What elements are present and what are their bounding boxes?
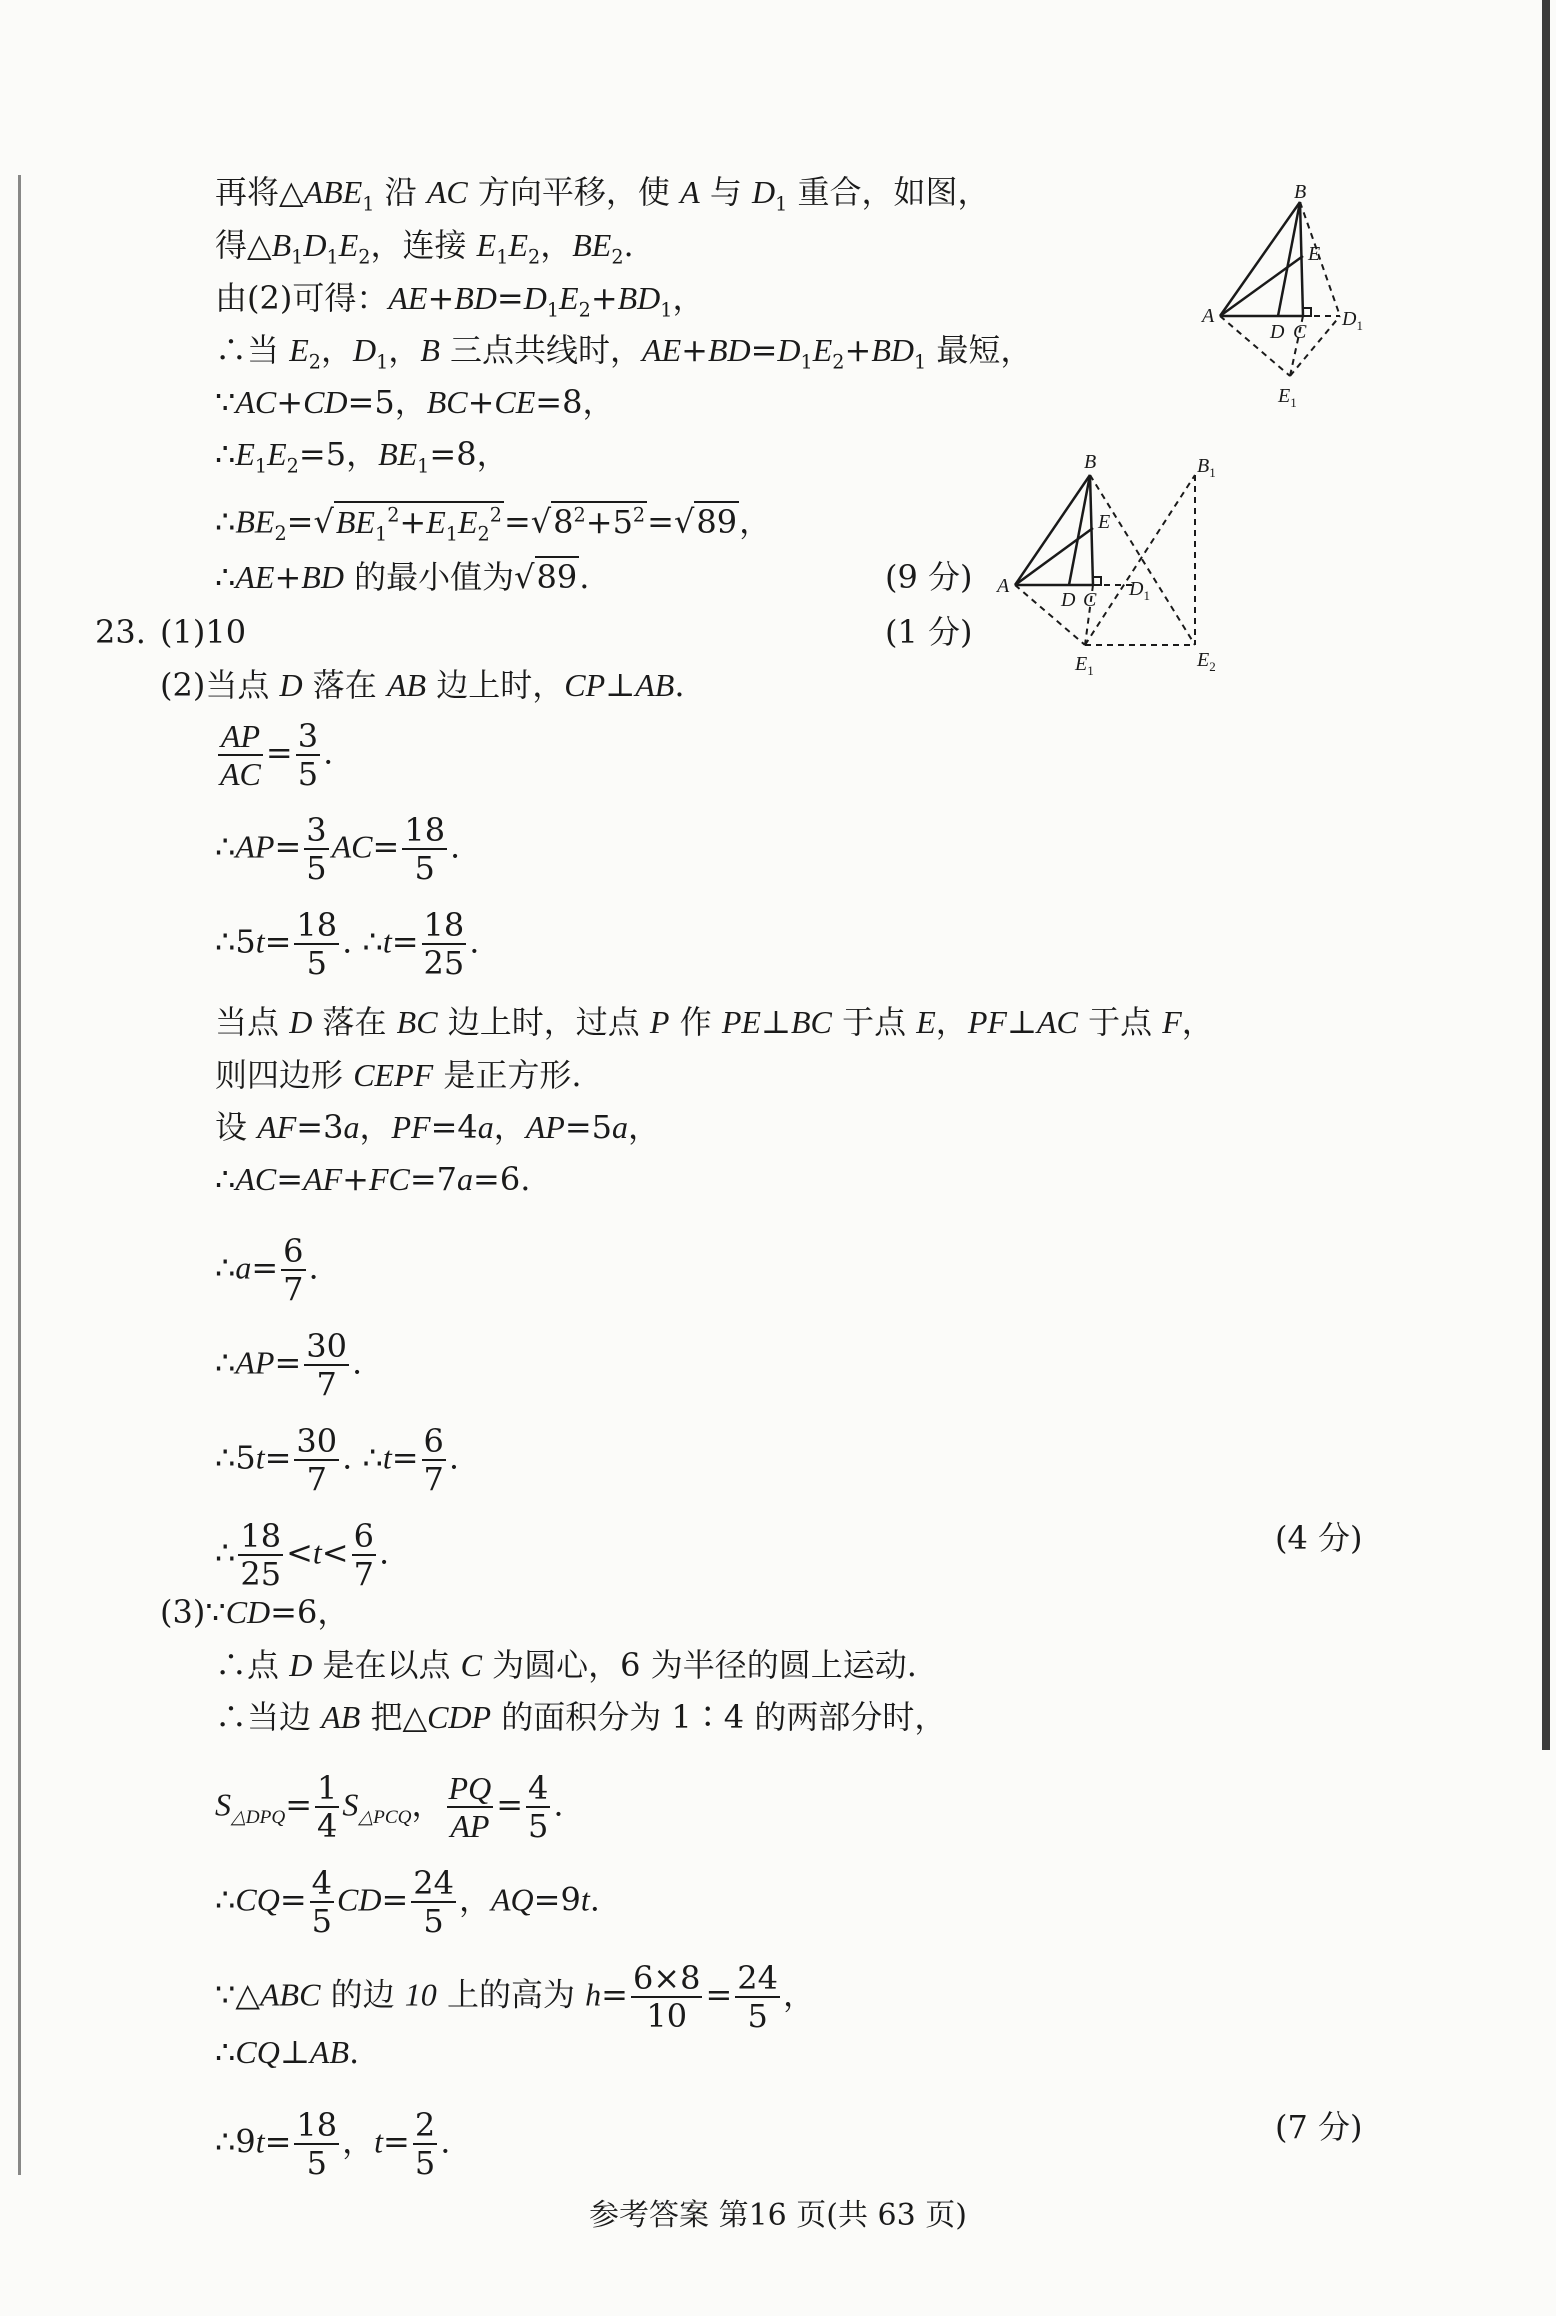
q23-part3-score: (7 分) xyxy=(1275,2108,1363,2146)
fig1-label-D: D xyxy=(1270,321,1285,343)
q23-part2-score: (4 分) xyxy=(1275,1519,1363,1557)
fig1-label-E1: $E_1$ xyxy=(1278,385,1297,410)
q23-part2-eq-3: ∴5t= $\frac{18}{5}$ . ∴t= $\frac{18}{25}$ . xyxy=(215,906,480,982)
q23-part2-line-2: 当点 D 落在 BC 边上时，过点 P 作 PE⊥BC 于点 E，PF⊥AC 于点 F， xyxy=(215,1003,1214,1041)
page-edge-right xyxy=(1542,0,1550,1750)
fig2-dash-BE2 xyxy=(1090,475,1195,645)
q23-part3-line-4: ∴CQ⊥AB. xyxy=(215,2033,360,2071)
q23-part2-line-5: ∴AC=AF+FC=7a=6. xyxy=(215,1160,531,1198)
fig2-label-B1: $B_1$ xyxy=(1197,455,1216,480)
fig1-label-C: C xyxy=(1293,321,1307,343)
q22-line-2: 得$\triangle B_1D_1E_2$，连接 $E_1E_2$，$BE_2$. xyxy=(215,226,634,269)
q23-part3-eq-3: ∵△ABC 的边 10 上的高为 h= $\frac{6\times 8}{10}$ = $\frac{24}{5}$ ， xyxy=(215,1959,816,2035)
q23-part2-eq-1: $\frac{AP}{AC}$ = $\frac{3}{5}$ . xyxy=(220,717,334,793)
q23-part3-line-3: ∴当边 AB 把△CDP 的面积分为 1∶4 的两部分时， xyxy=(215,1698,947,1736)
q23-part3-line-2: ∴点 D 是在以点 C 为圆心，6 为半径的圆上运动. xyxy=(215,1646,917,1684)
fig2-label-D: D xyxy=(1061,589,1076,611)
q22-line-4: ∴当 $E_2$，$D_1$，B 三点共线时，$AE+BD=D_1E_2+BD_1$ 最短， xyxy=(215,331,1033,374)
fig1-segment-AE xyxy=(1220,256,1303,316)
q22-score: (9 分) xyxy=(885,558,973,596)
page-footer: 参考答案 第16 页(共 63 页) xyxy=(589,2198,967,2233)
q23-part2-eq-7: ∴ $\frac{18}{25}$ <t< $\frac{6}{7}$ . xyxy=(215,1517,390,1593)
q23-part2-eq-5: ∴AP= $\frac{30}{7}$ . xyxy=(215,1327,363,1403)
q23-part3-line-1: (3)∵CD=6， xyxy=(160,1593,350,1631)
fig1-label-A: A xyxy=(1202,305,1215,327)
fig2-label-E: E xyxy=(1098,511,1111,533)
q23-part3-eq-4: ∴9t= $\frac{18}{5}$ ，t= $\frac{2}{5}$ . xyxy=(215,2106,451,2182)
q23-part2-eq-6: ∴5t= $\frac{30}{7}$ . ∴t= $\frac{6}{7}$ . xyxy=(215,1422,460,1498)
fig2-label-E2: $E_2$ xyxy=(1197,649,1216,674)
figure-translation-1 xyxy=(1190,180,1363,420)
q22-line-3: 由(2)可得：$AE+BD=D_1E_2+BD_1$， xyxy=(215,279,705,322)
fig1-label-D1: $D_1$ xyxy=(1342,308,1363,333)
fig2-label-B: B xyxy=(1084,451,1097,473)
fig2-segment-AE xyxy=(1015,528,1093,585)
page-edge-left xyxy=(18,175,21,2175)
fig2-label-D1: $D_1$ xyxy=(1129,578,1150,603)
fig1-label-E: E xyxy=(1308,243,1321,265)
q23-part1-score: (1 分) xyxy=(885,613,973,651)
fig1-label-B: B xyxy=(1294,181,1307,203)
q23-part2-line-1: (2)当点 D 落在 AB 边上时，CP⊥AB. xyxy=(160,666,685,704)
q22-line-6: $\therefore E_1E_2=5$，$BE_1=8$， xyxy=(215,435,509,478)
figure-translation-2 xyxy=(985,440,1245,680)
q23-part2-eq-2: ∴AP= $\frac{3}{5}$ AC= $\frac{18}{5}$ . xyxy=(215,811,461,887)
q22-line-1: 再将$\triangle ABE_1$ 沿 AC 方向平移，使 A 与 $D_1$ 重合，如图， xyxy=(215,173,990,216)
fig2-label-A: A xyxy=(997,575,1010,597)
q23-part2-line-4: 设 AF=3a，PF=4a，AP=5a， xyxy=(215,1108,661,1146)
q23-part2-line-3: 则四边形 CEPF 是正方形. xyxy=(215,1056,582,1094)
q23-part1: (1)10 xyxy=(160,613,247,651)
q23-part3-eq-2: ∴CQ= $\frac{4}{5}$ CD= $\frac{24}{5}$ ，AQ=9t. xyxy=(215,1864,600,1940)
q23-number: 23. xyxy=(95,613,146,651)
q22-line-7: $\therefore BE_2=√BE_1^2+E_1E_2^2=√8^2+5^2=√89$， xyxy=(215,502,772,546)
fig2-label-C: C xyxy=(1083,589,1097,611)
q22-line-5: ∵AC+CD=5，BC+CE=8， xyxy=(215,383,615,421)
q23-part3-eq-1: $S_{\triangle DPQ}=$ $\frac{1}{4}$ $S_{\triangle PCQ}$， $\frac{PQ}{AP}$ = $\frac{4}{5}$ . xyxy=(215,1769,564,1845)
fig2-label-E1: $E_1$ xyxy=(1075,653,1094,678)
q22-line-8: ∴AE+BD 的最小值为√89. xyxy=(215,558,590,596)
q23-part2-eq-4: ∴a= $\frac{6}{7}$ . xyxy=(215,1232,319,1308)
